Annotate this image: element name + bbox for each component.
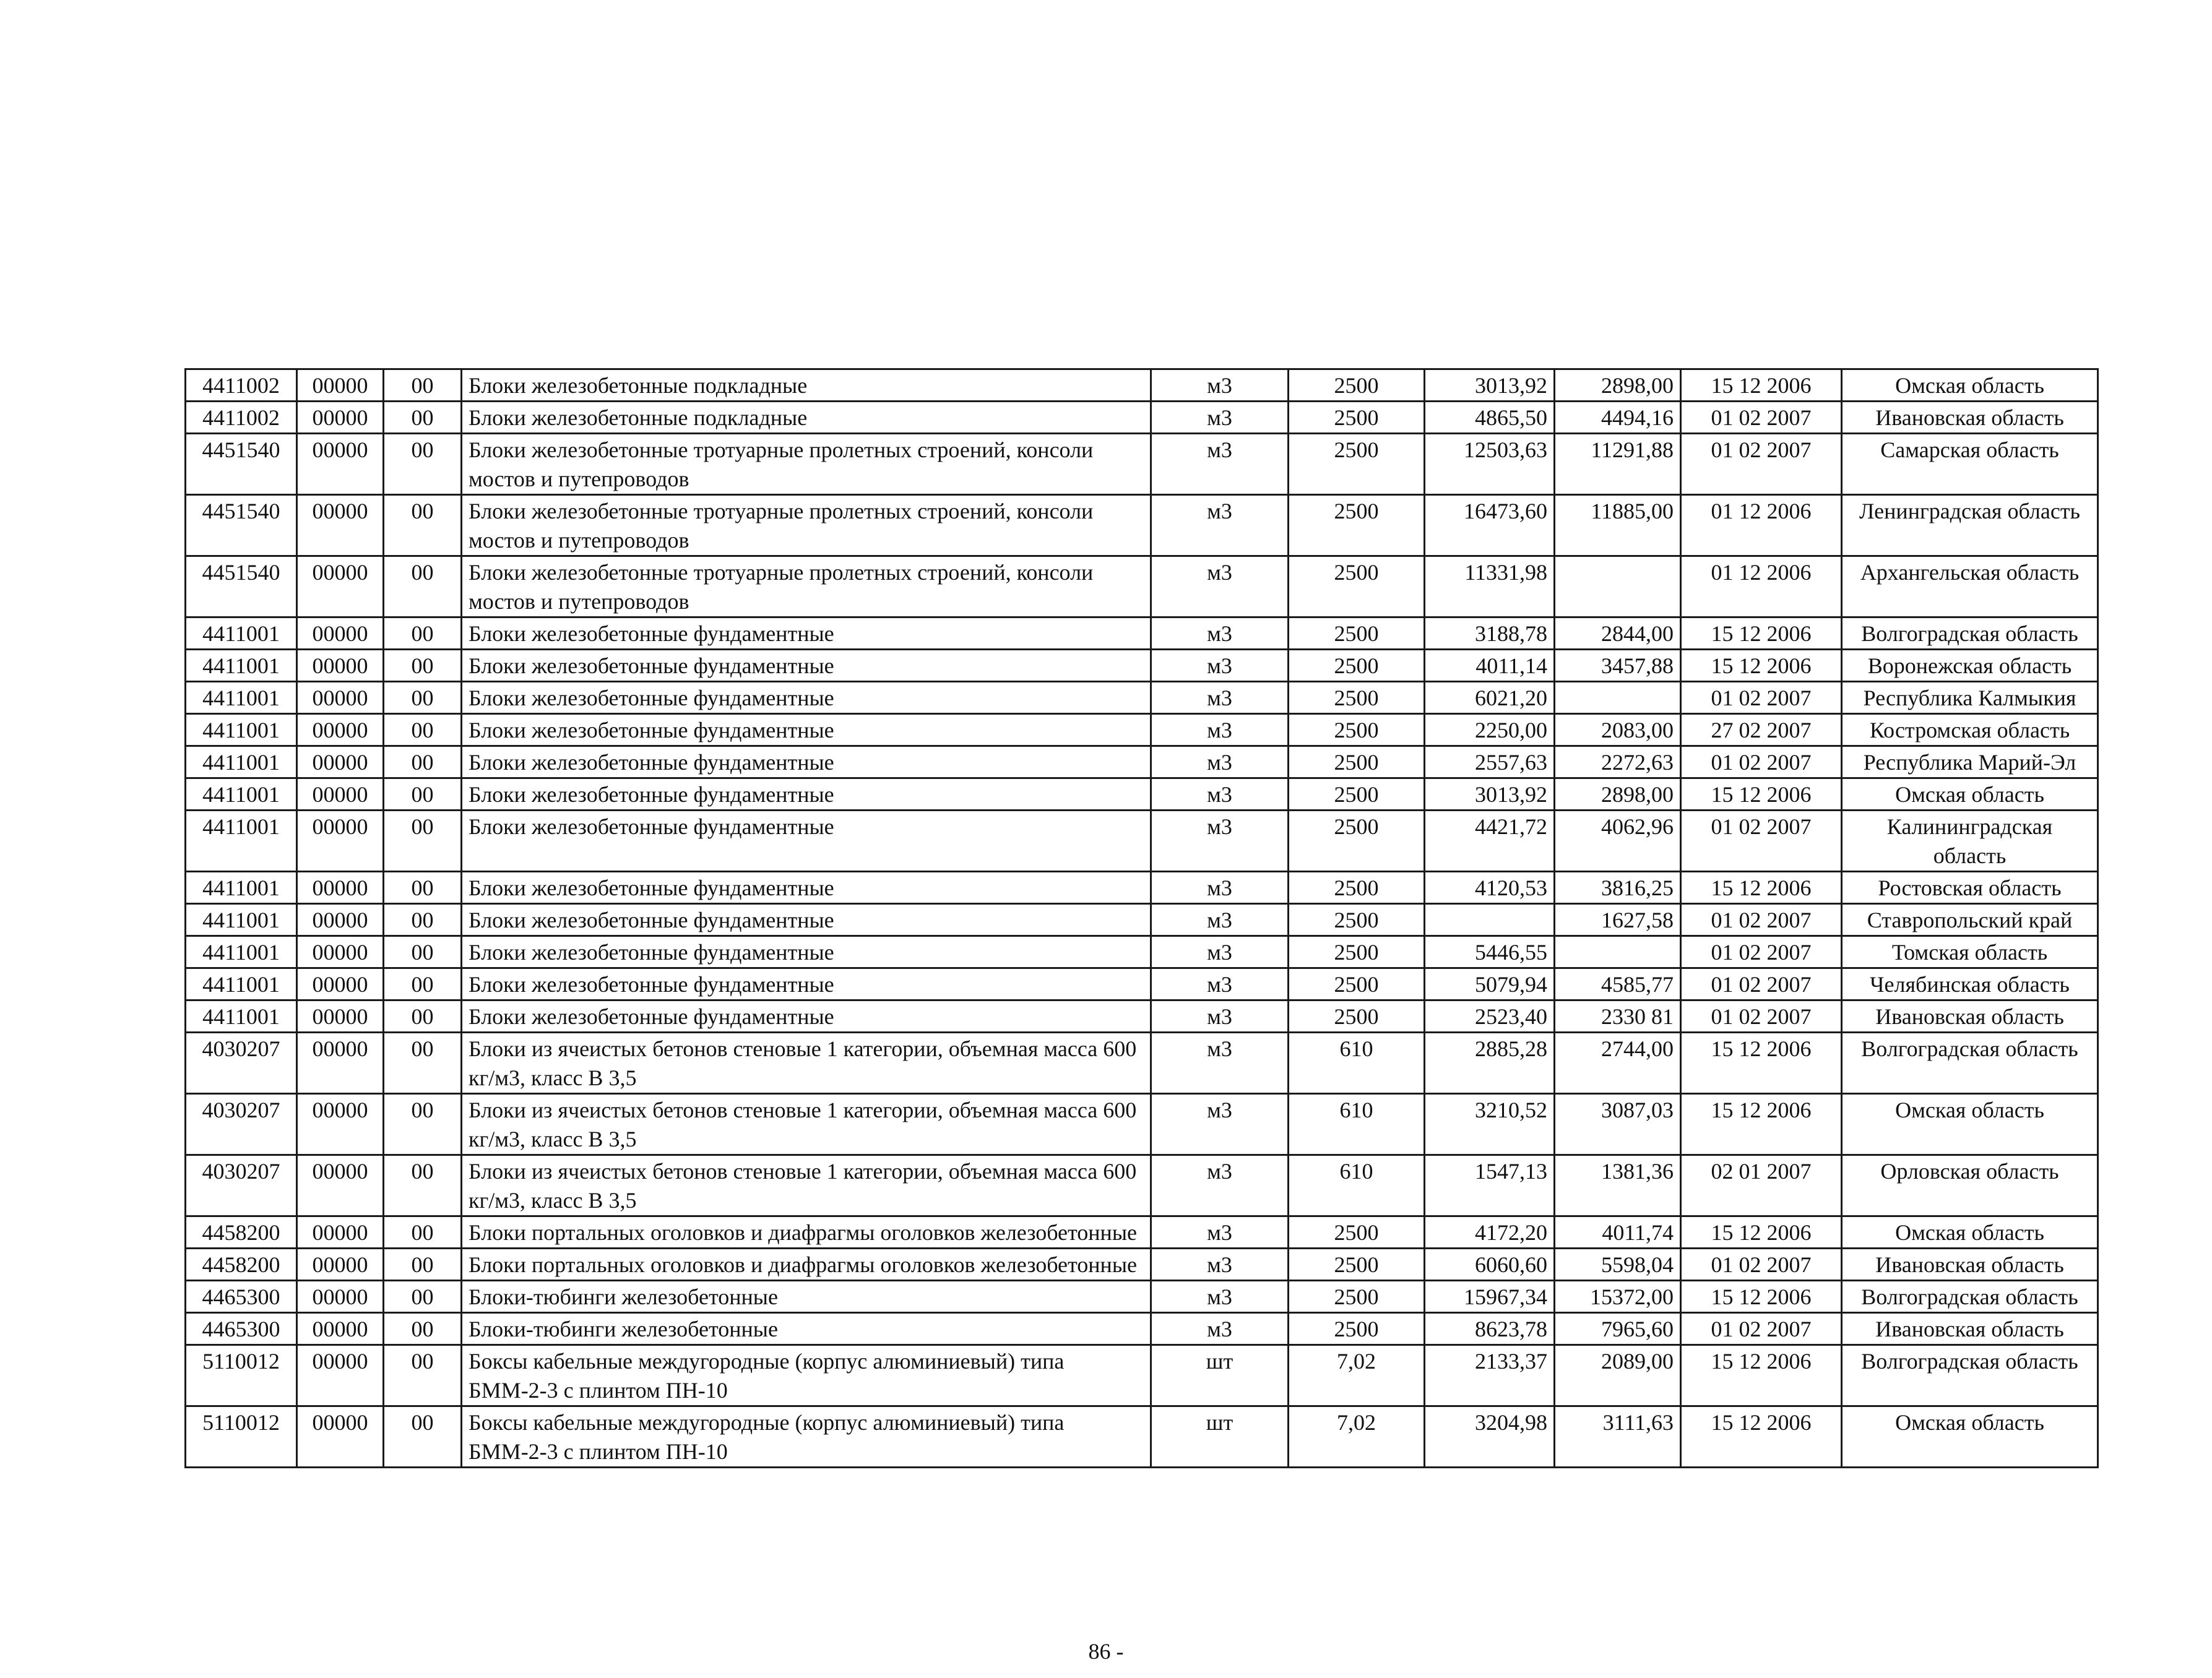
- cell-subcode: 00000: [297, 936, 384, 968]
- cell-subcode: 00000: [297, 1033, 384, 1094]
- cell-price-2: 3457,88: [1555, 650, 1681, 682]
- cell-code: 5110012: [186, 1345, 297, 1406]
- cell-class-code: 00: [384, 1000, 462, 1033]
- table-row: [186, 369, 2098, 402]
- cell-code: 4411002: [186, 369, 297, 402]
- cell-price-2: 4494,16: [1555, 402, 1681, 434]
- cell-region: Волгоградская область: [1842, 1345, 2098, 1406]
- cell-class-code: 00: [384, 778, 462, 811]
- cell-quantity: 7,02: [1289, 1406, 1425, 1468]
- cell-subcode: 00000: [297, 682, 384, 714]
- cell-region: Омская область: [1842, 1406, 2098, 1468]
- cell-code: 5110012: [186, 1406, 297, 1468]
- table-row: [186, 434, 2098, 495]
- cell-quantity: 2500: [1289, 369, 1425, 402]
- cell-price-1: 11331,98: [1425, 556, 1555, 617]
- table-row: [186, 936, 2098, 968]
- cell-quantity: 2500: [1289, 872, 1425, 904]
- table-row: [186, 556, 2098, 617]
- cell-date: 01 02 2007: [1681, 434, 1842, 495]
- table-row: [186, 778, 2098, 811]
- cell-region: Волгоградская область: [1842, 1033, 2098, 1094]
- cell-unit: м3: [1151, 1155, 1289, 1216]
- cell-date: 15 12 2006: [1681, 369, 1842, 402]
- cell-date: 01 02 2007: [1681, 811, 1842, 872]
- cell-date: 01 02 2007: [1681, 746, 1842, 778]
- cell-unit: м3: [1151, 369, 1289, 402]
- cell-price-1: 1547,13: [1425, 1155, 1555, 1216]
- cell-unit: м3: [1151, 1094, 1289, 1155]
- table-row: [186, 714, 2098, 746]
- cell-price-1: [1425, 904, 1555, 936]
- cell-region: Томская область: [1842, 936, 2098, 968]
- cell-unit: м3: [1151, 650, 1289, 682]
- cell-price-2: [1555, 556, 1681, 617]
- cell-quantity: 2500: [1289, 556, 1425, 617]
- cell-item-name: Блоки железобетонные тротуарные пролетных строений, консоли мостов и путепроводов: [462, 495, 1151, 556]
- cell-price-1: 2133,37: [1425, 1345, 1555, 1406]
- cell-price-2: 2898,00: [1555, 778, 1681, 811]
- cell-item-name: Блоки железобетонные фундаментные: [462, 968, 1151, 1000]
- cell-code: 4411002: [186, 402, 297, 434]
- cell-quantity: 2500: [1289, 714, 1425, 746]
- cell-date: 01 02 2007: [1681, 968, 1842, 1000]
- cell-unit: м3: [1151, 682, 1289, 714]
- cell-price-1: 3188,78: [1425, 617, 1555, 650]
- cell-price-2: 1627,58: [1555, 904, 1681, 936]
- cell-price-2: [1555, 682, 1681, 714]
- cell-item-name: Блоки железобетонные фундаментные: [462, 904, 1151, 936]
- cell-price-1: 8623,78: [1425, 1313, 1555, 1345]
- cell-quantity: 2500: [1289, 936, 1425, 968]
- cell-date: 15 12 2006: [1681, 1033, 1842, 1094]
- cell-subcode: 00000: [297, 1313, 384, 1345]
- cell-subcode: 00000: [297, 968, 384, 1000]
- cell-date: 01 02 2007: [1681, 936, 1842, 968]
- cell-item-name: Блоки железобетонные фундаментные: [462, 778, 1151, 811]
- cell-class-code: 00: [384, 495, 462, 556]
- cell-code: 4411001: [186, 682, 297, 714]
- cell-code: 4411001: [186, 746, 297, 778]
- cell-subcode: 00000: [297, 495, 384, 556]
- cell-price-2: [1555, 936, 1681, 968]
- cell-unit: м3: [1151, 778, 1289, 811]
- cell-item-name: Блоки железобетонные фундаментные: [462, 936, 1151, 968]
- cell-price-1: 2885,28: [1425, 1033, 1555, 1094]
- cell-region: Воронежская область: [1842, 650, 2098, 682]
- cell-region: Ивановская область: [1842, 402, 2098, 434]
- cell-quantity: 610: [1289, 1033, 1425, 1094]
- table-row: [186, 1406, 2098, 1468]
- cell-code: 4030207: [186, 1033, 297, 1094]
- cell-item-name: Блоки железобетонные фундаментные: [462, 714, 1151, 746]
- cell-code: 4411001: [186, 1000, 297, 1033]
- cell-subcode: 00000: [297, 714, 384, 746]
- cell-class-code: 00: [384, 369, 462, 402]
- cell-quantity: 2500: [1289, 1281, 1425, 1313]
- cell-region: Челябинская область: [1842, 968, 2098, 1000]
- cell-item-name: Блоки железобетонные фундаментные: [462, 682, 1151, 714]
- cell-item-name: Блоки железобетонные фундаментные: [462, 617, 1151, 650]
- cell-price-1: 3013,92: [1425, 778, 1555, 811]
- cell-item-name: Блоки из ячеистых бетонов стеновые 1 категории, объемная масса 600 кг/м3, класс В 3,5: [462, 1033, 1151, 1094]
- cell-price-2: 2272,63: [1555, 746, 1681, 778]
- cell-code: 4030207: [186, 1094, 297, 1155]
- cell-item-name: Блоки железобетонные подкладные: [462, 402, 1151, 434]
- table-row: [186, 904, 2098, 936]
- cell-region: Омская область: [1842, 1094, 2098, 1155]
- cell-code: 4451540: [186, 434, 297, 495]
- cell-unit: м3: [1151, 434, 1289, 495]
- cell-subcode: 00000: [297, 746, 384, 778]
- cell-quantity: 7,02: [1289, 1345, 1425, 1406]
- cell-class-code: 00: [384, 402, 462, 434]
- cell-code: 4451540: [186, 495, 297, 556]
- cell-price-1: 2250,00: [1425, 714, 1555, 746]
- cell-price-1: 4120,53: [1425, 872, 1555, 904]
- cell-date: 15 12 2006: [1681, 617, 1842, 650]
- cell-item-name: Боксы кабельные междугородные (корпус алюминиевый) типа БММ-2-3 с плинтом ПН-10: [462, 1406, 1151, 1468]
- cell-quantity: 2500: [1289, 1216, 1425, 1249]
- table-row: [186, 650, 2098, 682]
- cell-class-code: 00: [384, 811, 462, 872]
- cell-class-code: 00: [384, 617, 462, 650]
- cell-price-2: 2089,00: [1555, 1345, 1681, 1406]
- cell-price-1: 4011,14: [1425, 650, 1555, 682]
- cell-item-name: Блоки железобетонные подкладные: [462, 369, 1151, 402]
- cell-item-name: Блоки железобетонные фундаментные: [462, 1000, 1151, 1033]
- cell-region: Республика Калмыкия: [1842, 682, 2098, 714]
- cell-region: Омская область: [1842, 369, 2098, 402]
- cell-class-code: 00: [384, 1249, 462, 1281]
- cell-region: Ставропольский край: [1842, 904, 2098, 936]
- cell-price-2: 4011,74: [1555, 1216, 1681, 1249]
- cell-unit: шт: [1151, 1345, 1289, 1406]
- cell-date: 15 12 2006: [1681, 1406, 1842, 1468]
- cell-code: 4411001: [186, 968, 297, 1000]
- cell-class-code: 00: [384, 872, 462, 904]
- cell-class-code: 00: [384, 936, 462, 968]
- cell-item-name: Боксы кабельные междугородные (корпус алюминиевый) типа БММ-2-3 с плинтом ПН-10: [462, 1345, 1151, 1406]
- cell-item-name: Блоки портальных оголовков и диафрагмы оголовков железобетонные: [462, 1216, 1151, 1249]
- cell-subcode: 00000: [297, 434, 384, 495]
- cell-unit: м3: [1151, 746, 1289, 778]
- cell-class-code: 00: [384, 1281, 462, 1313]
- cell-price-2: 3816,25: [1555, 872, 1681, 904]
- cell-region: Ростовская область: [1842, 872, 2098, 904]
- cell-quantity: 2500: [1289, 778, 1425, 811]
- cell-unit: м3: [1151, 1249, 1289, 1281]
- cell-class-code: 00: [384, 746, 462, 778]
- cell-quantity: 2500: [1289, 495, 1425, 556]
- cell-date: 01 02 2007: [1681, 1249, 1842, 1281]
- cell-subcode: 00000: [297, 369, 384, 402]
- cell-subcode: 00000: [297, 904, 384, 936]
- cell-quantity: 2500: [1289, 968, 1425, 1000]
- cell-code: 4411001: [186, 936, 297, 968]
- cell-price-1: 15967,34: [1425, 1281, 1555, 1313]
- cell-quantity: 2500: [1289, 1000, 1425, 1033]
- cell-subcode: 00000: [297, 1155, 384, 1216]
- cell-quantity: 610: [1289, 1155, 1425, 1216]
- cell-quantity: 2500: [1289, 617, 1425, 650]
- cell-price-1: 16473,60: [1425, 495, 1555, 556]
- cell-date: 01 02 2007: [1681, 1313, 1842, 1345]
- cell-price-1: 4421,72: [1425, 811, 1555, 872]
- cell-subcode: 00000: [297, 556, 384, 617]
- cell-item-name: Блоки железобетонные фундаментные: [462, 746, 1151, 778]
- cell-class-code: 00: [384, 1216, 462, 1249]
- cell-price-2: 3111,63: [1555, 1406, 1681, 1468]
- cell-item-name: Блоки-тюбинги железобетонные: [462, 1313, 1151, 1345]
- cell-subcode: 00000: [297, 650, 384, 682]
- cell-subcode: 00000: [297, 1281, 384, 1313]
- cell-price-2: 2744,00: [1555, 1033, 1681, 1094]
- table-row: [186, 1216, 2098, 1249]
- cell-region: Ивановская область: [1842, 1249, 2098, 1281]
- cell-class-code: 00: [384, 904, 462, 936]
- cell-class-code: 00: [384, 1094, 462, 1155]
- cell-code: 4411001: [186, 778, 297, 811]
- table-row: [186, 1033, 2098, 1094]
- cell-unit: м3: [1151, 1216, 1289, 1249]
- price-table: [184, 368, 2099, 1468]
- cell-unit: м3: [1151, 968, 1289, 1000]
- cell-unit: м3: [1151, 617, 1289, 650]
- cell-price-2: 15372,00: [1555, 1281, 1681, 1313]
- cell-code: 4030207: [186, 1155, 297, 1216]
- cell-price-1: 2523,40: [1425, 1000, 1555, 1033]
- cell-item-name: Блоки железобетонные фундаментные: [462, 650, 1151, 682]
- cell-code: 4458200: [186, 1216, 297, 1249]
- cell-code: 4411001: [186, 872, 297, 904]
- cell-region: Ивановская область: [1842, 1313, 2098, 1345]
- cell-quantity: 2500: [1289, 904, 1425, 936]
- cell-item-name: Блоки из ячеистых бетонов стеновые 1 категории, объемная масса 600 кг/м3, класс В 3,5: [462, 1094, 1151, 1155]
- cell-quantity: 2500: [1289, 402, 1425, 434]
- cell-date: 15 12 2006: [1681, 778, 1842, 811]
- table-row: [186, 811, 2098, 872]
- cell-date: 02 01 2007: [1681, 1155, 1842, 1216]
- cell-quantity: 2500: [1289, 1249, 1425, 1281]
- cell-price-1: 3013,92: [1425, 369, 1555, 402]
- cell-date: 01 12 2006: [1681, 495, 1842, 556]
- cell-price-1: 3210,52: [1425, 1094, 1555, 1155]
- cell-code: 4451540: [186, 556, 297, 617]
- cell-subcode: 00000: [297, 811, 384, 872]
- cell-quantity: 2500: [1289, 811, 1425, 872]
- table-row: [186, 872, 2098, 904]
- cell-item-name: Блоки железобетонные тротуарные пролетных строений, консоли мостов и путепроводов: [462, 556, 1151, 617]
- cell-code: 4411001: [186, 617, 297, 650]
- cell-date: 15 12 2006: [1681, 1094, 1842, 1155]
- cell-class-code: 00: [384, 650, 462, 682]
- cell-class-code: 00: [384, 1155, 462, 1216]
- cell-class-code: 00: [384, 968, 462, 1000]
- cell-unit: м3: [1151, 936, 1289, 968]
- cell-quantity: 610: [1289, 1094, 1425, 1155]
- cell-price-1: 4865,50: [1425, 402, 1555, 434]
- cell-price-2: 2083,00: [1555, 714, 1681, 746]
- cell-class-code: 00: [384, 434, 462, 495]
- cell-quantity: 2500: [1289, 650, 1425, 682]
- cell-unit: м3: [1151, 714, 1289, 746]
- cell-quantity: 2500: [1289, 1313, 1425, 1345]
- table-row: [186, 1345, 2098, 1406]
- cell-date: 15 12 2006: [1681, 650, 1842, 682]
- cell-item-name: Блоки железобетонные тротуарные пролетных строений, консоли мостов и путепроводов: [462, 434, 1151, 495]
- cell-code: 4465300: [186, 1313, 297, 1345]
- table-row: [186, 1313, 2098, 1345]
- table-row: [186, 617, 2098, 650]
- cell-quantity: 2500: [1289, 682, 1425, 714]
- cell-code: 4458200: [186, 1249, 297, 1281]
- table-row: [186, 1155, 2098, 1216]
- cell-date: 15 12 2006: [1681, 872, 1842, 904]
- cell-date: 01 02 2007: [1681, 682, 1842, 714]
- cell-unit: м3: [1151, 495, 1289, 556]
- cell-code: 4411001: [186, 714, 297, 746]
- table-row: [186, 1249, 2098, 1281]
- cell-unit: м3: [1151, 1313, 1289, 1345]
- cell-unit: м3: [1151, 1000, 1289, 1033]
- cell-region: Костромская область: [1842, 714, 2098, 746]
- cell-unit: шт: [1151, 1406, 1289, 1468]
- cell-price-1: 12503,63: [1425, 434, 1555, 495]
- cell-item-name: Блоки из ячеистых бетонов стеновые 1 категории, объемная масса 600 кг/м3, класс В 3,5: [462, 1155, 1151, 1216]
- cell-subcode: 00000: [297, 617, 384, 650]
- cell-code: 4465300: [186, 1281, 297, 1313]
- cell-date: 01 12 2006: [1681, 556, 1842, 617]
- cell-item-name: Блоки железобетонные фундаментные: [462, 811, 1151, 872]
- cell-price-1: 3204,98: [1425, 1406, 1555, 1468]
- cell-subcode: 00000: [297, 778, 384, 811]
- cell-date: 15 12 2006: [1681, 1216, 1842, 1249]
- cell-price-2: 7965,60: [1555, 1313, 1681, 1345]
- cell-region: Ивановская область: [1842, 1000, 2098, 1033]
- cell-class-code: 00: [384, 1406, 462, 1468]
- cell-quantity: 2500: [1289, 434, 1425, 495]
- table-row: [186, 968, 2098, 1000]
- cell-subcode: 00000: [297, 1249, 384, 1281]
- cell-price-2: 11885,00: [1555, 495, 1681, 556]
- cell-class-code: 00: [384, 1033, 462, 1094]
- cell-price-2: 2844,00: [1555, 617, 1681, 650]
- table-row: [186, 746, 2098, 778]
- table-row: [186, 682, 2098, 714]
- cell-price-2: 5598,04: [1555, 1249, 1681, 1281]
- cell-subcode: 00000: [297, 402, 384, 434]
- cell-price-2: 1381,36: [1555, 1155, 1681, 1216]
- cell-region: Самарская область: [1842, 434, 2098, 495]
- table-row: [186, 1000, 2098, 1033]
- cell-code: 4411001: [186, 811, 297, 872]
- cell-region: Республика Марий-Эл: [1842, 746, 2098, 778]
- cell-region: Архангельская область: [1842, 556, 2098, 617]
- cell-price-1: 2557,63: [1425, 746, 1555, 778]
- table-body: [186, 369, 2098, 1468]
- cell-item-name: Блоки-тюбинги железобетонные: [462, 1281, 1151, 1313]
- cell-unit: м3: [1151, 1033, 1289, 1094]
- cell-subcode: 00000: [297, 1345, 384, 1406]
- cell-region: Омская область: [1842, 1216, 2098, 1249]
- cell-price-1: 6060,60: [1425, 1249, 1555, 1281]
- cell-price-1: 5079,94: [1425, 968, 1555, 1000]
- cell-date: 01 02 2007: [1681, 402, 1842, 434]
- cell-region: Омская область: [1842, 778, 2098, 811]
- table-row: [186, 1281, 2098, 1313]
- cell-quantity: 2500: [1289, 746, 1425, 778]
- cell-subcode: 00000: [297, 872, 384, 904]
- cell-class-code: 00: [384, 1313, 462, 1345]
- cell-subcode: 00000: [297, 1094, 384, 1155]
- cell-price-1: 5446,55: [1425, 936, 1555, 968]
- cell-class-code: 00: [384, 714, 462, 746]
- page-number: 86 -: [1088, 1639, 1124, 1664]
- table-row: [186, 495, 2098, 556]
- cell-unit: м3: [1151, 1281, 1289, 1313]
- cell-price-2: 3087,03: [1555, 1094, 1681, 1155]
- cell-region: Волгоградская область: [1842, 1281, 2098, 1313]
- cell-code: 4411001: [186, 904, 297, 936]
- cell-price-2: 2898,00: [1555, 369, 1681, 402]
- cell-date: 01 02 2007: [1681, 904, 1842, 936]
- cell-price-2: 4585,77: [1555, 968, 1681, 1000]
- cell-item-name: Блоки железобетонные фундаментные: [462, 872, 1151, 904]
- cell-region: Ленинградская область: [1842, 495, 2098, 556]
- cell-subcode: 00000: [297, 1216, 384, 1249]
- cell-date: 27 02 2007: [1681, 714, 1842, 746]
- cell-price-1: 6021,20: [1425, 682, 1555, 714]
- cell-price-1: 4172,20: [1425, 1216, 1555, 1249]
- cell-region: Калининградская область: [1842, 811, 2098, 872]
- cell-subcode: 00000: [297, 1000, 384, 1033]
- cell-region: Орловская область: [1842, 1155, 2098, 1216]
- cell-unit: м3: [1151, 872, 1289, 904]
- cell-class-code: 00: [384, 682, 462, 714]
- cell-date: 01 02 2007: [1681, 1000, 1842, 1033]
- cell-date: 15 12 2006: [1681, 1281, 1842, 1313]
- cell-unit: м3: [1151, 402, 1289, 434]
- cell-region: Волгоградская область: [1842, 617, 2098, 650]
- cell-item-name: Блоки портальных оголовков и диафрагмы оголовков железобетонные: [462, 1249, 1151, 1281]
- cell-date: 15 12 2006: [1681, 1345, 1842, 1406]
- cell-price-2: 2330 81: [1555, 1000, 1681, 1033]
- table-row: [186, 1094, 2098, 1155]
- table-row: [186, 402, 2098, 434]
- cell-unit: м3: [1151, 904, 1289, 936]
- cell-price-2: 11291,88: [1555, 434, 1681, 495]
- cell-price-2: 4062,96: [1555, 811, 1681, 872]
- cell-unit: м3: [1151, 556, 1289, 617]
- cell-class-code: 00: [384, 556, 462, 617]
- cell-class-code: 00: [384, 1345, 462, 1406]
- cell-subcode: 00000: [297, 1406, 384, 1468]
- cell-unit: м3: [1151, 811, 1289, 872]
- cell-code: 4411001: [186, 650, 297, 682]
